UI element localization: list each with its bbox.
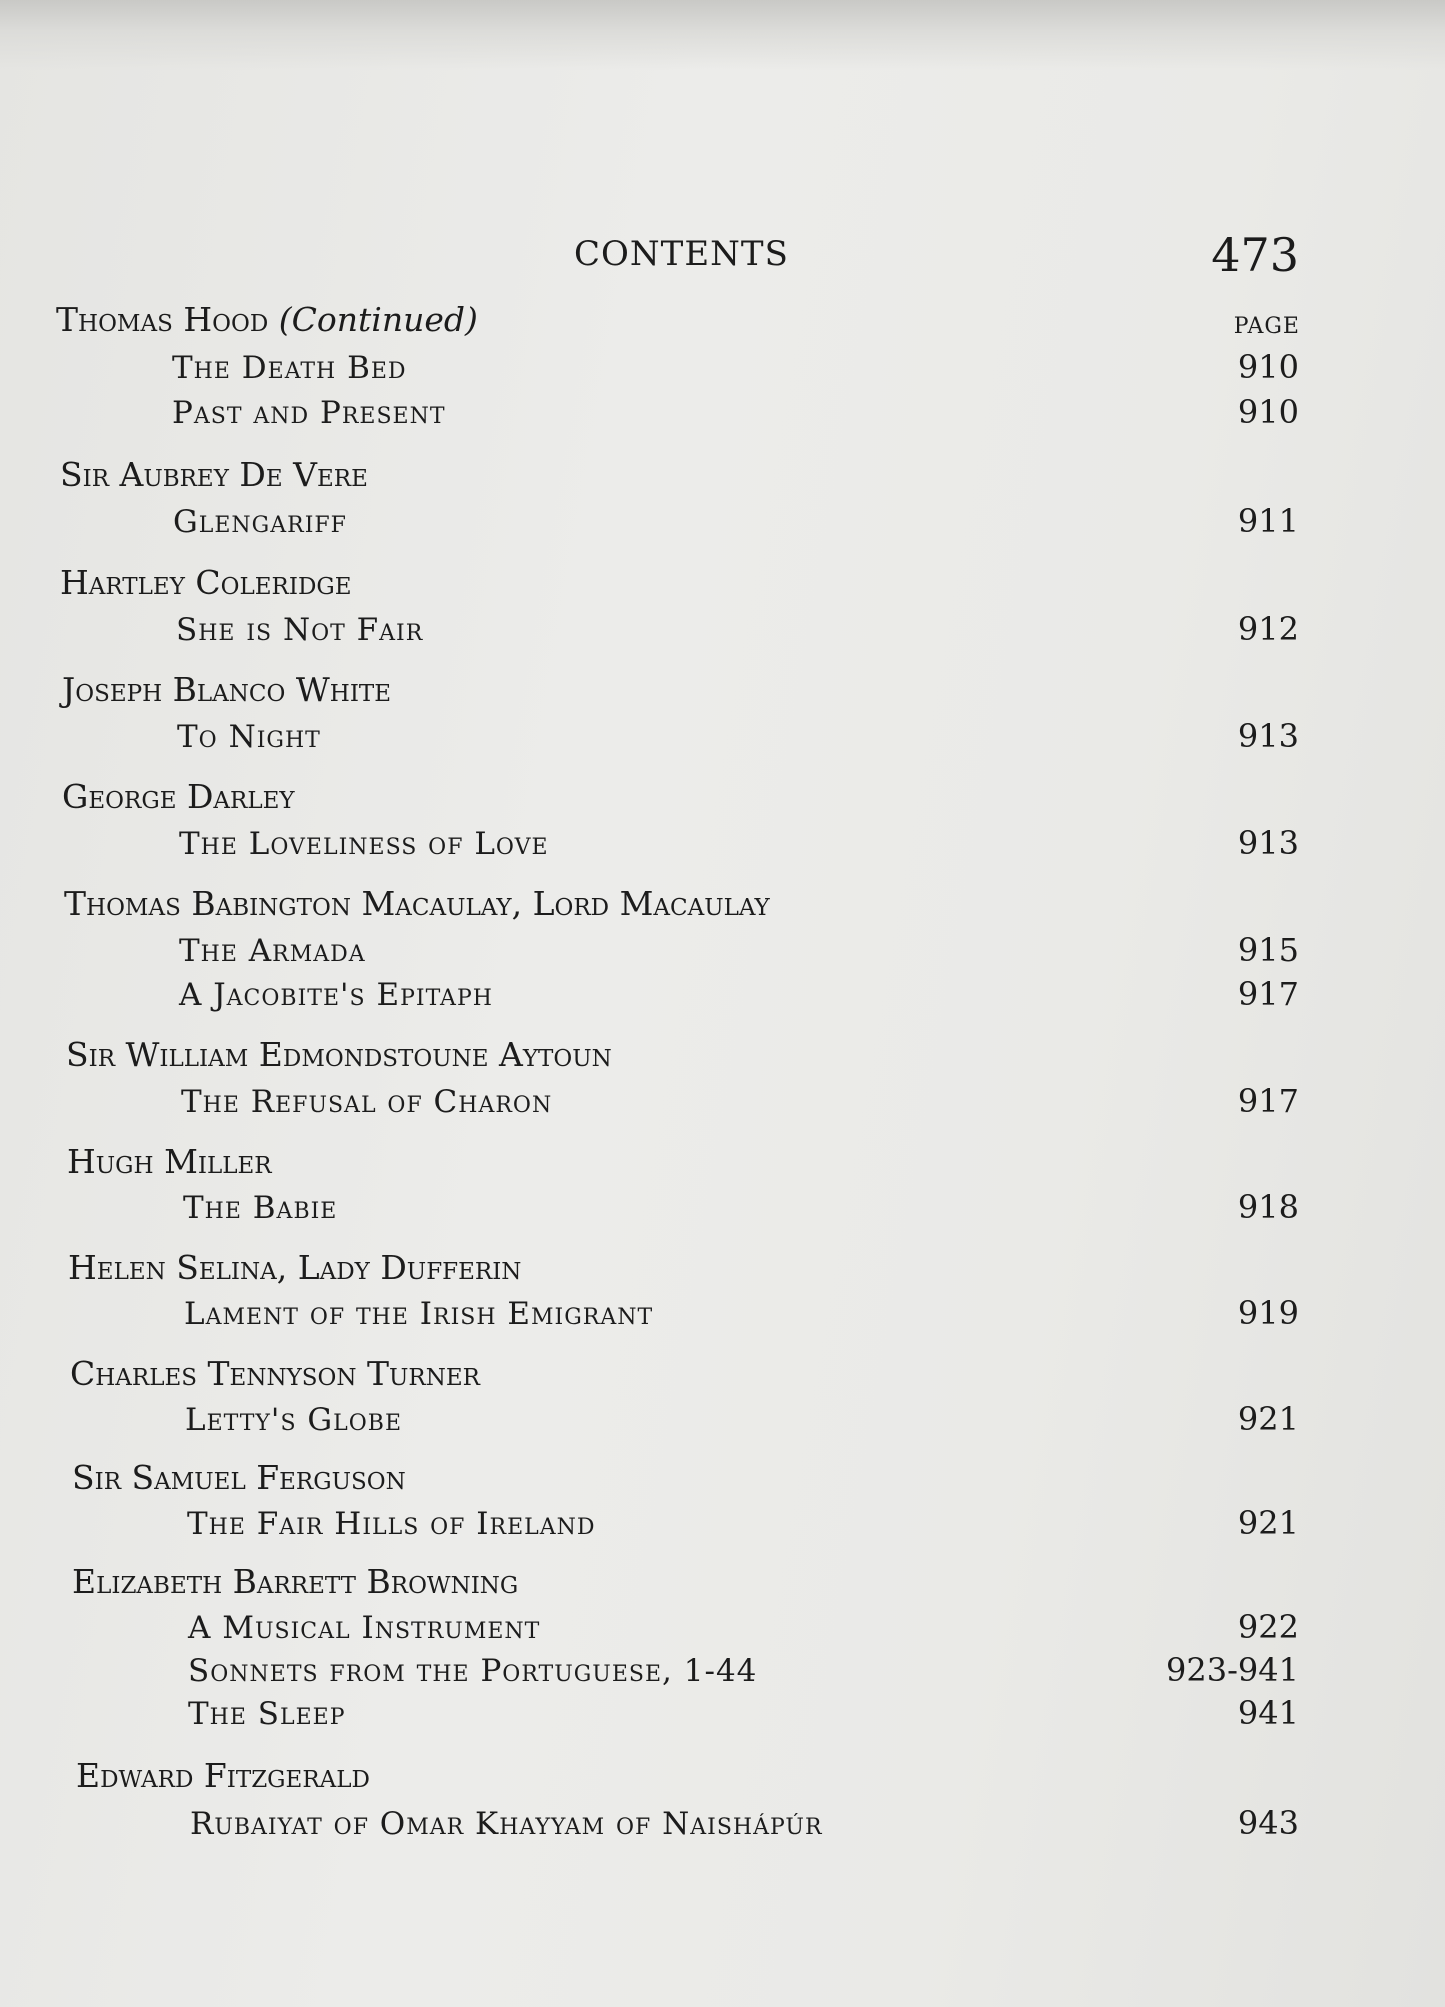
author-heading: [64, 884, 770, 923]
entry-page: 913: [1237, 717, 1299, 755]
author-heading: [66, 1035, 612, 1074]
entry-page: 941: [1237, 1694, 1299, 1732]
author-heading: [68, 1248, 521, 1287]
author-name: George Darley: [62, 777, 295, 816]
entry-page: 910: [1237, 393, 1299, 431]
toc-entry[interactable]: [187, 1500, 1299, 1540]
toc-entry[interactable]: [172, 344, 1299, 384]
toc-entry[interactable]: [188, 1604, 1299, 1644]
entry-page: 910: [1237, 348, 1299, 386]
dot-leader: [380, 927, 1224, 961]
toc-entry[interactable]: [181, 1078, 1299, 1118]
author-heading: [72, 1458, 406, 1497]
dot-leader: [563, 820, 1224, 854]
dot-leader: [771, 1647, 1152, 1681]
author-heading: [56, 300, 478, 339]
author-heading: [62, 670, 391, 709]
running-head: [0, 228, 1445, 288]
page-column-label: PAGE: [1233, 314, 1300, 339]
toc-entry[interactable]: [188, 1647, 1299, 1687]
author-name: Elizabeth Barrett Browning: [72, 1562, 519, 1601]
entry-title: The Babie: [183, 1190, 338, 1226]
author-heading: [60, 455, 368, 494]
running-title: CONTENTS: [574, 234, 789, 274]
dot-leader: [416, 1396, 1224, 1430]
author-name: Edward Fitzgerald: [76, 1756, 370, 1795]
dot-leader: [421, 344, 1224, 378]
entry-page: 913: [1237, 824, 1299, 862]
author-name: Thomas Hood: [56, 300, 269, 339]
entry-title: Rubaiyat of Omar Khayyam of Naishápúr: [190, 1806, 823, 1842]
toc-entry[interactable]: [185, 1396, 1299, 1436]
dot-leader: [610, 1500, 1224, 1534]
toc-entry[interactable]: [179, 820, 1299, 860]
toc-entry[interactable]: [172, 389, 1299, 429]
toc-entry[interactable]: [183, 1184, 1299, 1224]
dot-leader: [507, 971, 1224, 1005]
author-note: (Continued): [278, 300, 478, 339]
entry-page: 921: [1237, 1504, 1299, 1542]
entry-page: 915: [1237, 931, 1299, 969]
entry-title: Glengariff: [173, 504, 347, 540]
author-name: Sir Aubrey De Vere: [60, 455, 368, 494]
entry-title: The Refusal of Charon: [181, 1084, 553, 1120]
entry-title: The Armada: [179, 933, 366, 969]
page-number: 473: [1211, 228, 1299, 282]
entry-title: The Fair Hills of Ireland: [187, 1506, 596, 1542]
entry-title: To Night: [177, 719, 321, 755]
entry-title: She is Not Fair: [176, 612, 424, 648]
dot-leader: [360, 1690, 1224, 1724]
entry-title: A Musical Instrument: [188, 1610, 541, 1646]
toc-entry[interactable]: [177, 713, 1299, 753]
entry-title: The Loveliness of Love: [179, 826, 549, 862]
entry-title: The Sleep: [188, 1696, 346, 1732]
entry-page: 911: [1237, 502, 1299, 540]
dot-leader: [554, 1604, 1224, 1638]
entry-title: Sonnets from the Portuguese, 1-44: [188, 1653, 758, 1689]
dot-leader: [361, 498, 1224, 532]
author-name: Hugh Miller: [67, 1142, 272, 1181]
toc-entry[interactable]: [176, 606, 1299, 646]
author-name: Sir William Edmondstoune Aytoun: [66, 1035, 612, 1074]
author-heading: [60, 563, 352, 602]
entry-page: 917: [1237, 1082, 1299, 1120]
author-name: Thomas Babington Macaulay, Lord Macaulay: [64, 884, 770, 923]
entry-page: 918: [1237, 1188, 1299, 1226]
dot-leader: [437, 606, 1224, 640]
dot-leader: [351, 1184, 1224, 1218]
author-heading: [62, 777, 295, 816]
entry-title: The Death Bed: [172, 350, 407, 386]
entry-page: 912: [1237, 610, 1299, 648]
toc-entry[interactable]: [184, 1290, 1299, 1330]
dot-leader: [837, 1800, 1224, 1834]
author-name: Joseph Blanco White: [62, 670, 392, 709]
toc-entry[interactable]: [173, 498, 1299, 538]
dot-leader: [566, 1078, 1224, 1112]
entry-page: 922: [1237, 1608, 1299, 1646]
author-heading: [67, 1142, 272, 1181]
entry-page: 921: [1237, 1400, 1299, 1438]
author-heading: [70, 1354, 480, 1393]
entry-page: 943: [1237, 1804, 1299, 1842]
entry-title: Letty's Globe: [185, 1402, 403, 1438]
entry-page: 917: [1237, 975, 1299, 1013]
dot-leader: [667, 1290, 1224, 1324]
entry-title: Lament of the Irish Emigrant: [184, 1296, 654, 1332]
toc-entry[interactable]: [179, 971, 1299, 1011]
author-name: Charles Tennyson Turner: [70, 1354, 480, 1393]
author-name: Helen Selina, Lady Dufferin: [68, 1248, 522, 1287]
dot-leader: [460, 389, 1224, 423]
toc-entry[interactable]: [179, 927, 1299, 967]
entry-title: Past and Present: [172, 395, 446, 431]
author-heading: [72, 1562, 518, 1601]
toc-entry[interactable]: [190, 1800, 1299, 1840]
author-name: Hartley Coleridge: [60, 563, 352, 602]
entry-title: A Jacobite's Epitaph: [179, 977, 493, 1013]
entry-page: 919: [1237, 1294, 1299, 1332]
toc-entry[interactable]: [188, 1690, 1299, 1730]
author-heading: [76, 1756, 370, 1795]
entry-page: 923-941: [1166, 1651, 1299, 1689]
page-edge-shadow: [0, 0, 1445, 70]
author-name: Sir Samuel Ferguson: [72, 1458, 406, 1497]
dot-leader: [335, 713, 1224, 747]
